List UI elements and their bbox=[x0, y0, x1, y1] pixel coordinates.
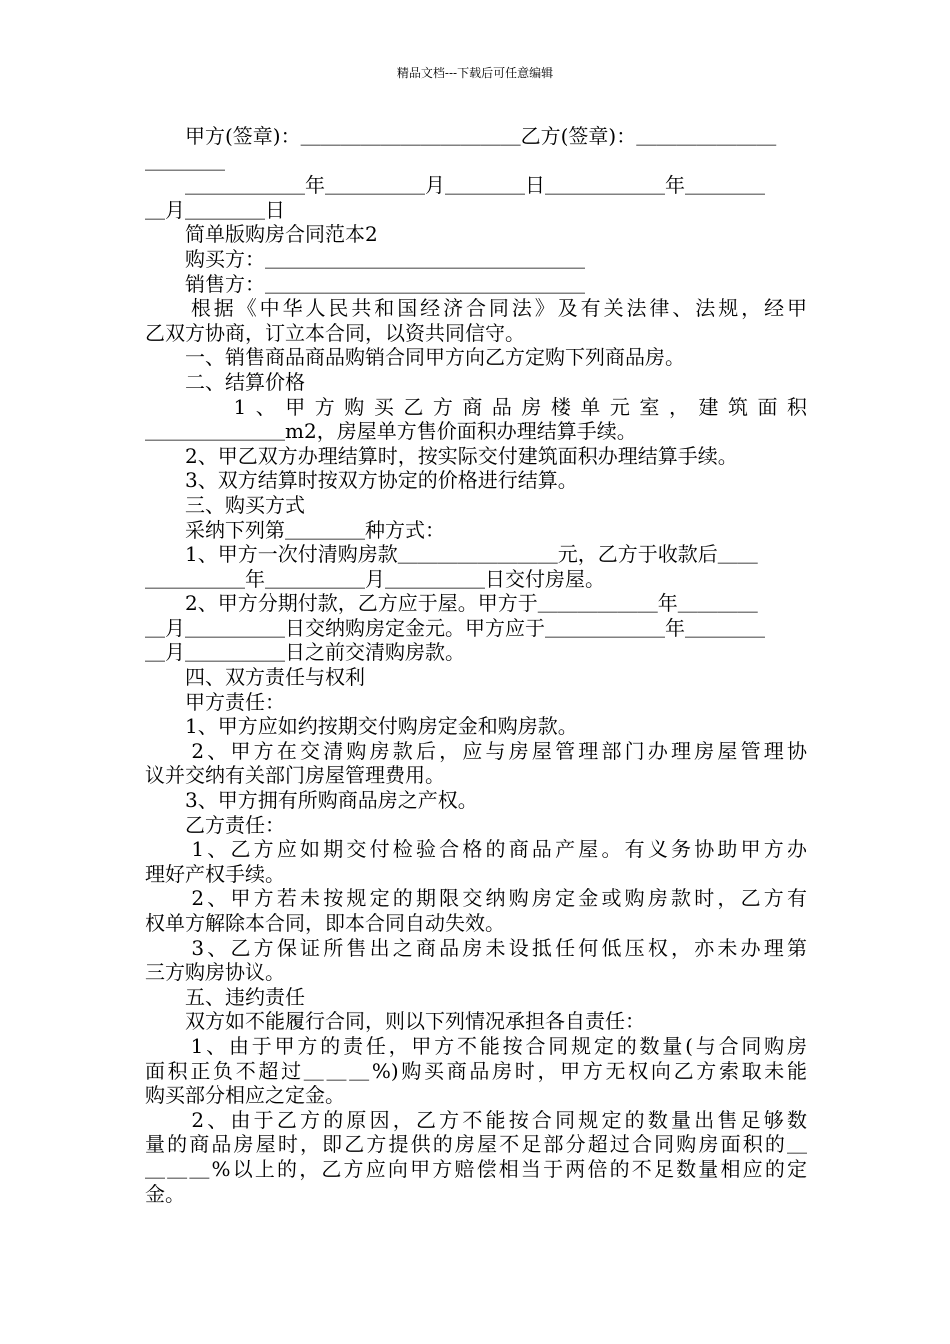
text-line: ＿＿＿＿ bbox=[145, 148, 225, 173]
text-line: 3、乙方保证所售出之商品房未设抵任何低压权，亦未办理第 bbox=[145, 935, 807, 960]
text-line: 根据《中华人民共和国经济合同法》及有关法律、法规，经甲 bbox=[145, 296, 807, 321]
text-line: 权单方解除本合同，即本合同自动失效。 bbox=[145, 911, 505, 935]
text-line: 2、甲方分期付款，乙方应于屋。甲方于＿＿＿＿＿＿年＿＿＿＿ bbox=[145, 591, 758, 616]
text-line: 2、由于乙方的原因，乙方不能按合同规定的数量出售足够数 bbox=[145, 1107, 807, 1132]
text-line: ＿＿＿＿＿＿＿m2，房屋单方售价面积办理结算手续。 bbox=[145, 419, 637, 444]
text-line: 四、双方责任与权利 bbox=[145, 665, 365, 690]
text-line: 购买方：＿＿＿＿＿＿＿＿＿＿＿＿＿＿＿＿ bbox=[145, 246, 585, 271]
text-line: 销售方：＿＿＿＿＿＿＿＿＿＿＿＿＿＿＿＿ bbox=[145, 271, 585, 296]
text-line: 采纳下列第＿＿＿＿种方式： bbox=[145, 517, 445, 542]
text-line: ＿月＿＿＿＿日 bbox=[145, 197, 285, 222]
text-line: 购买部分相应之定金。 bbox=[145, 1083, 345, 1108]
text-line: 2、甲乙双方办理结算时，按实际交付建筑面积办理结算手续。 bbox=[145, 443, 738, 468]
text-line: 2、甲方在交清购房款后，应与房屋管理部门办理房屋管理协 bbox=[145, 738, 807, 763]
text-line: 3、双方结算时按双方协定的价格进行结算。 bbox=[145, 468, 578, 493]
text-line: 理好产权手续。 bbox=[145, 861, 285, 886]
text-line: 甲方(签章)：＿＿＿＿＿＿＿＿＿＿＿乙方(签章)：＿＿＿＿＿＿＿ bbox=[145, 124, 777, 148]
text-line: 1、甲方应如约按期交付购房定金和购房款。 bbox=[145, 714, 578, 739]
text-line: 简单版购房合同范本2 bbox=[145, 222, 378, 247]
page-header: 精品文档---下载后可任意编辑 bbox=[396, 66, 554, 80]
text-line: 甲方责任： bbox=[145, 689, 285, 714]
text-line: 金。 bbox=[145, 1181, 185, 1206]
text-line: 五、违约责任 bbox=[145, 984, 305, 1009]
text-line: ＿月＿＿＿＿＿日之前交清购房款。 bbox=[145, 640, 465, 665]
text-line: ＿月＿＿＿＿＿日交纳购房定金元。甲方应于＿＿＿＿＿＿年＿＿＿＿ bbox=[145, 615, 765, 640]
text-line: ＿＿＿%以上的，乙方应向甲方赔偿相当于两倍的不足数量相应的定 bbox=[145, 1156, 807, 1181]
text-line: 三、购买方式 bbox=[145, 492, 305, 517]
text-line: 1、乙方应如期交付检验合格的商品产屋。有义务协助甲方办 bbox=[145, 837, 807, 862]
text-line: ＿＿＿＿＿年＿＿＿＿＿月＿＿＿＿＿日交付房屋。 bbox=[145, 566, 605, 591]
text-line: 1、甲方购买乙方商品房楼单元室，建筑面积 bbox=[145, 394, 807, 419]
text-line: 1、甲方一次付清购房款＿＿＿＿＿＿＿＿元，乙方于收款后＿＿ bbox=[145, 542, 758, 567]
text-line: ＿＿＿＿＿＿年＿＿＿＿＿月＿＿＿＿日＿＿＿＿＿＿年＿＿＿＿ bbox=[145, 173, 765, 198]
text-line: 二、结算价格 bbox=[145, 369, 305, 394]
text-line: 乙方责任： bbox=[145, 812, 285, 837]
text-line: 议并交纳有关部门房屋管理费用。 bbox=[145, 763, 445, 788]
text-line: 3、甲方拥有所购商品房之产权。 bbox=[145, 788, 478, 813]
text-line: 三方购房协议。 bbox=[145, 960, 285, 985]
text-line: 面积正负不超过＿＿＿%)购买商品房时，甲方无权向乙方索取未能 bbox=[145, 1058, 807, 1083]
text-line: 双方如不能履行合同，则以下列情况承担各自责任： bbox=[145, 1009, 645, 1034]
text-line: 一、销售商品商品购销合同甲方向乙方定购下列商品房。 bbox=[145, 345, 685, 370]
contract-body bbox=[145, 124, 807, 1206]
text-line: 乙双方协商，订立本合同，以资共同信守。 bbox=[145, 320, 525, 345]
text-line: 2、甲方若未按规定的期限交纳购房定金或购房款时，乙方有 bbox=[145, 886, 807, 911]
text-line: 1、由于甲方的责任，甲方不能按合同规定的数量(与合同购房 bbox=[145, 1033, 807, 1058]
text-line: 量的商品房屋时，即乙方提供的房屋不足部分超过合同购房面积的＿ bbox=[145, 1132, 807, 1157]
